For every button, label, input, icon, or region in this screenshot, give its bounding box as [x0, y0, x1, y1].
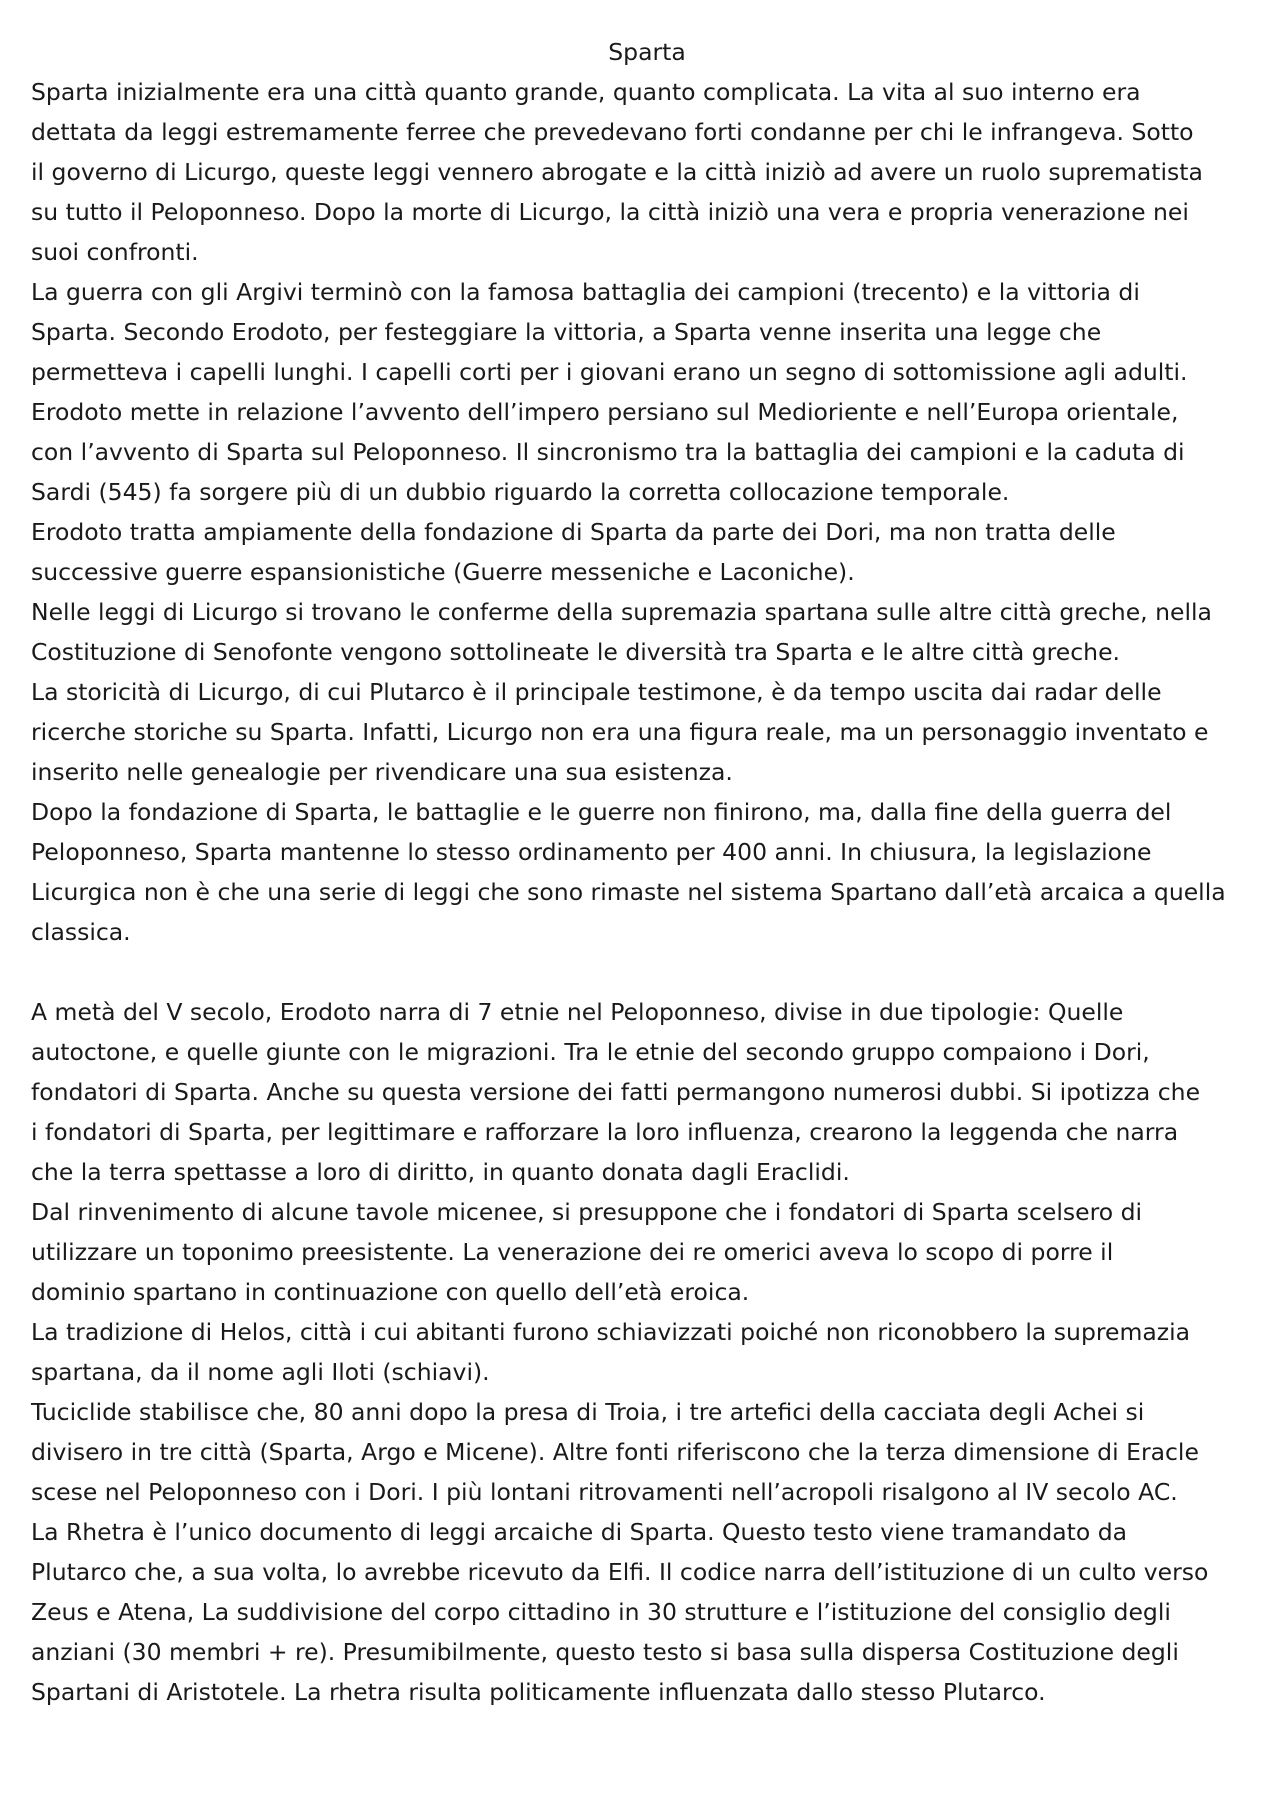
paragraph	[31, 72, 1263, 272]
text-line: Erodoto tratta ampiamente della fondazione di Sparta da parte dei Dori, ma non tratta delle	[31, 518, 1116, 546]
text-line: anziani (30 membri + re). Presumibilmente, questo testo si basa sulla dispersa Costituzione degli	[31, 1638, 1179, 1666]
text-line: Nelle leggi di Licurgo si trovano le conferme della supremazia spartana sulle altre città greche, nella	[31, 598, 1212, 626]
text-line: Dopo la fondazione di Sparta, le battaglie e le guerre non finirono, ma, dalla fine della guerra del	[31, 798, 1172, 826]
text-line: classica.	[31, 918, 131, 946]
text-line: Peloponneso, Sparta mantenne lo stesso ordinamento per 400 anni. In chiusura, la legislazione	[31, 838, 1152, 866]
text-line: A metà del V secolo, Erodoto narra di 7 etnie nel Peloponneso, divise in due tipologie: Quelle	[31, 998, 1124, 1026]
section-spacer	[31, 952, 1263, 992]
paragraph	[31, 792, 1263, 952]
paragraph	[31, 1192, 1263, 1312]
text-line: divisero in tre città (Sparta, Argo e Micene). Altre fonti riferiscono che la terza dimensione di Eracle	[31, 1438, 1199, 1466]
text-line: Licurgica non è che una serie di leggi che sono rimaste nel sistema Spartano dall’età arcaica a quella	[31, 878, 1226, 906]
text-line: Spartani di Aristotele. La rhetra risulta politicamente influenzata dallo stesso Plutarco.	[31, 1678, 1046, 1706]
text-line: inserito nelle genealogie per rivendicare una sua esistenza.	[31, 758, 733, 786]
text-line: Plutarco che, a sua volta, lo avrebbe ricevuto da Elfi. Il codice narra dell’istituzione di un culto verso	[31, 1558, 1209, 1586]
paragraph	[31, 592, 1263, 672]
text-line: La tradizione di Helos, città i cui abitanti furono schiavizzati poiché non riconobbero la supremazia	[31, 1318, 1191, 1346]
text-line: Sardi (545) fa sorgere più di un dubbio riguardo la corretta collocazione temporale.	[31, 478, 1010, 506]
paragraph	[31, 512, 1263, 592]
text-line: Dal rinvenimento di alcune tavole micenee, si presuppone che i fondatori di Sparta scelsero di	[31, 1198, 1143, 1226]
text-line: Zeus e Atena, La suddivisione del corpo cittadino in 30 strutture e l’istituzione del consiglio degli	[31, 1598, 1171, 1626]
section-one	[31, 72, 1263, 952]
text-line: autoctone, e quelle giunte con le migrazioni. Tra le etnie del secondo gruppo compaiono i Dori,	[31, 1038, 1150, 1066]
paragraph	[31, 272, 1263, 392]
document-page	[31, 32, 1263, 1712]
paragraph	[31, 672, 1263, 792]
text-line: La guerra con gli Argivi terminò con la famosa battaglia dei campioni (trecento) e la vittoria di	[31, 278, 1140, 306]
text-line: La Rhetra è l’unico documento di leggi arcaiche di Sparta. Questo testo viene tramandato da	[31, 1518, 1128, 1546]
text-line: fondatori di Sparta. Anche su questa versione dei fatti permangono numerosi dubbi. Si ipotizza che	[31, 1078, 1201, 1106]
text-line: ricerche storiche su Sparta. Infatti, Licurgo non era una figura reale, ma un personaggio inventato e	[31, 718, 1209, 746]
text-line: Erodoto mette in relazione l’avvento dell’impero persiano sul Medioriente e nell’Europa orientale,	[31, 398, 1179, 426]
text-line: suoi confronti.	[31, 238, 199, 266]
paragraph	[31, 1312, 1263, 1392]
text-line: dettata da leggi estremamente ferree che prevedevano forti condanne per chi le infrangeva. Sotto	[31, 118, 1194, 146]
paragraph	[31, 992, 1263, 1192]
text-line: Costituzione di Senofonte vengono sottolineate le diversità tra Sparta e le altre città greche.	[31, 638, 1120, 666]
document-title: Sparta	[608, 38, 686, 66]
text-line: utilizzare un toponimo preesistente. La venerazione dei re omerici aveva lo scopo di porre il	[31, 1238, 1114, 1266]
text-line: La storicità di Licurgo, di cui Plutarco è il principale testimone, è da tempo uscita dai radar delle	[31, 678, 1162, 706]
text-line: successive guerre espansionistiche (Guerre messeniche e Laconiche).	[31, 558, 855, 586]
text-line: Tuciclide stabilisce che, 80 anni dopo la presa di Troia, i tre artefici della cacciata degli Achei si	[31, 1398, 1145, 1426]
text-line: spartana, da il nome agli Iloti (schiavi).	[31, 1358, 490, 1386]
text-line: dominio spartano in continuazione con quello dell’età eroica.	[31, 1278, 750, 1306]
text-line: con l’avvento di Sparta sul Peloponneso. Il sincronismo tra la battaglia dei campioni e la caduta di	[31, 438, 1185, 466]
text-line: che la terra spettasse a loro di diritto, in quanto donata dagli Eraclidi.	[31, 1158, 850, 1186]
text-line: i fondatori di Sparta, per legittimare e rafforzare la loro influenza, crearono la leggenda che narra	[31, 1118, 1179, 1146]
text-line: permetteva i capelli lunghi. I capelli corti per i giovani erano un segno di sottomissione agli adulti.	[31, 358, 1188, 386]
paragraph	[31, 1512, 1263, 1712]
section-two	[31, 992, 1263, 1712]
paragraph	[31, 1392, 1263, 1512]
paragraph	[31, 392, 1263, 512]
text-line: Sparta. Secondo Erodoto, per festeggiare la vittoria, a Sparta venne inserita una legge che	[31, 318, 1102, 346]
text-line: su tutto il Peloponneso. Dopo la morte di Licurgo, la città iniziò una vera e propria venerazione nei	[31, 198, 1189, 226]
text-line: scese nel Peloponneso con i Dori. I più lontani ritrovamenti nell’acropoli risalgono al IV secolo AC.	[31, 1478, 1178, 1506]
text-line: il governo di Licurgo, queste leggi vennero abrogate e la città iniziò ad avere un ruolo suprematista	[31, 158, 1203, 186]
text-line: Sparta inizialmente era una città quanto grande, quanto complicata. La vita al suo interno era	[31, 78, 1141, 106]
